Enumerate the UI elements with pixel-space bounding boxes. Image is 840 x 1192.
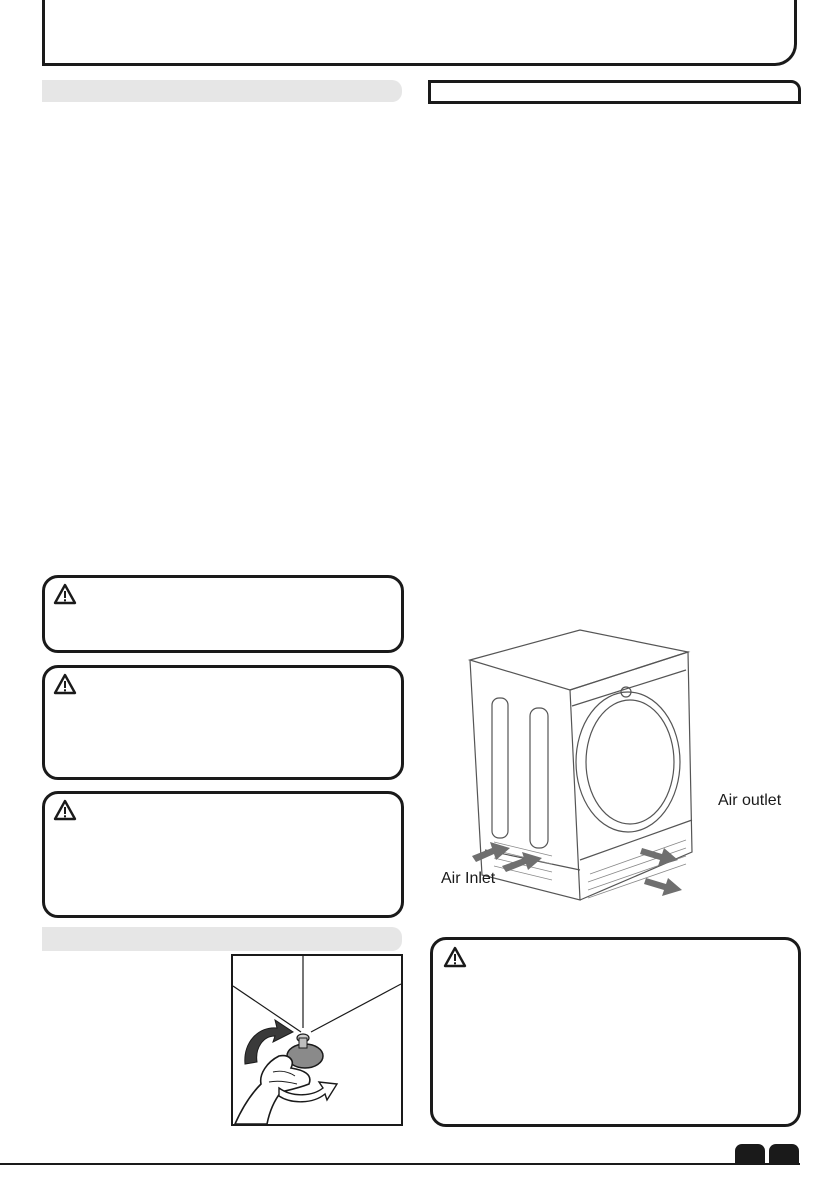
section-header-right xyxy=(428,80,801,104)
warning-box-1 xyxy=(42,575,404,653)
page-tab-left xyxy=(735,1144,765,1164)
air-outlet-label: Air outlet xyxy=(718,792,782,809)
warning-triangle-icon xyxy=(53,799,77,821)
page-tab-right xyxy=(769,1144,799,1164)
warning-box-3 xyxy=(42,791,404,918)
footer-rule xyxy=(0,1163,800,1165)
air-inlet-label: Air Inlet xyxy=(441,870,496,887)
arrow-icon xyxy=(472,842,510,862)
section-header-left-bottom xyxy=(42,927,402,951)
warning-box-2 xyxy=(42,665,404,780)
warning-triangle-icon xyxy=(443,946,467,968)
air-inlet-arrows xyxy=(472,842,542,872)
warning-box-4 xyxy=(430,937,801,1127)
warning-triangle-icon xyxy=(53,673,77,695)
section-header-left-top xyxy=(42,80,402,102)
warning-triangle-icon xyxy=(53,583,77,605)
arrow-icon xyxy=(644,878,682,896)
adjustable-foot-figure xyxy=(231,954,403,1126)
title-box xyxy=(42,0,797,66)
foot-adjust-illustration xyxy=(233,956,401,1124)
arrow-icon xyxy=(640,848,678,866)
